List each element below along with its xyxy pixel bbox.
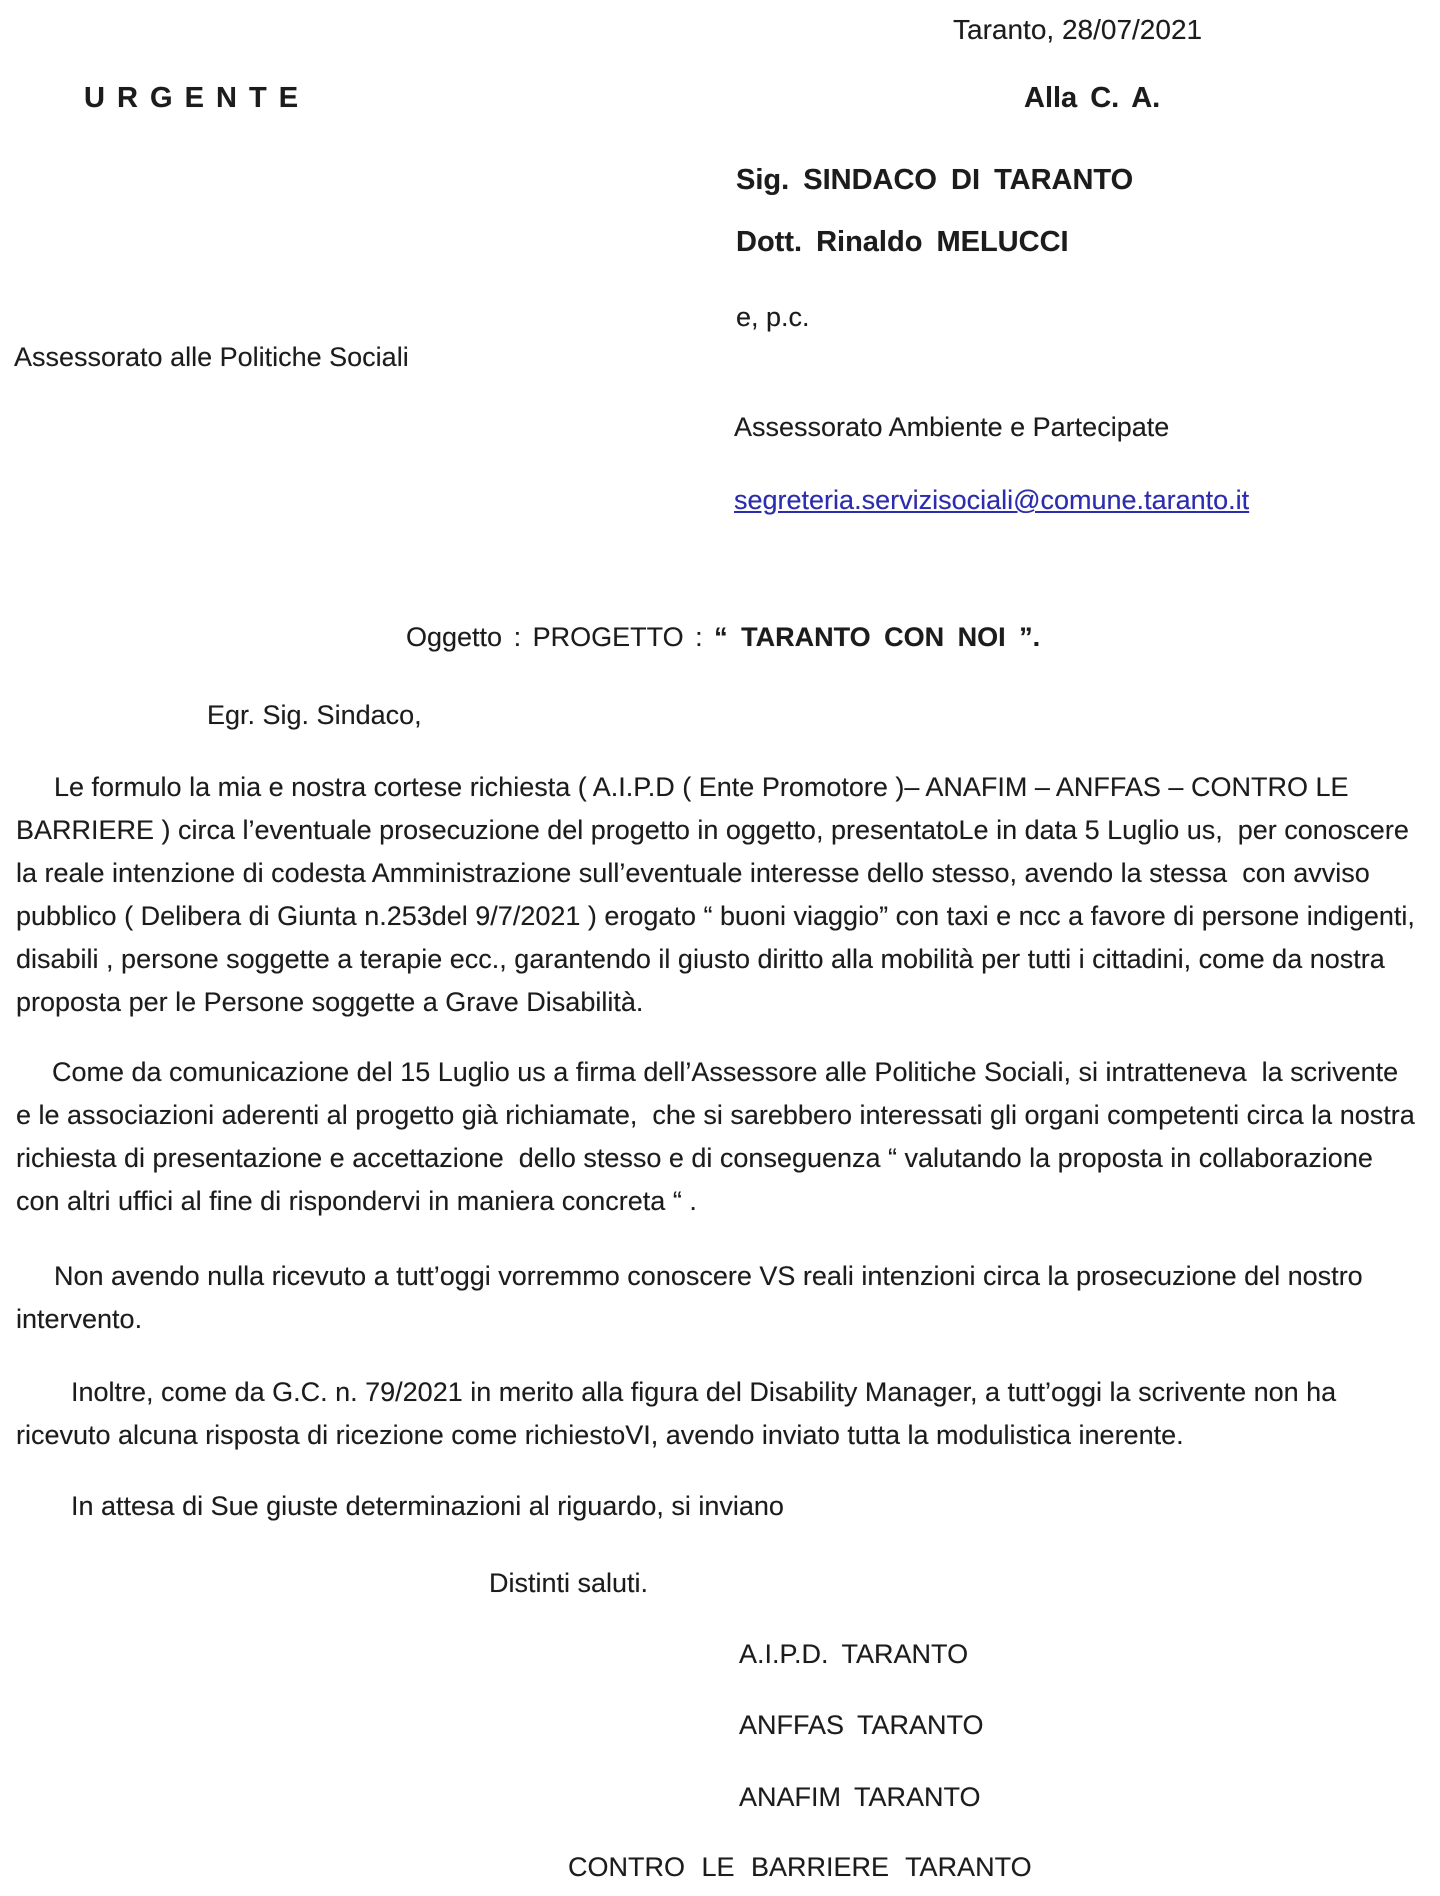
subject-title: “ TARANTO CON NOI ”.	[714, 622, 1041, 652]
subject-line	[406, 622, 1040, 653]
closing-salutation: Distinti saluti.	[489, 1568, 649, 1598]
subject-label: Oggetto : PROGETTO :	[406, 622, 715, 652]
body-paragraph: Le formulo la mia e nostra cortese richiesta ( A.I.P.D ( Ente Promotore )– ANAFIM – ANFFAS – CONTRO LE BARRIERE ) circa l’eventuale prosecuzione del progetto in oggetto, presentatoLe in data 5 Luglio us, per conoscere la reale intenzione di codesta Amministrazione sull’eventuale interesse dello stesso, avendo la stessa con avviso pubblico ( Delibera di Giunta n.253del 9/7/2021 ) erogato “ buoni viaggio” con taxi e ncc a favore di persone indigenti, disabili , persone soggette a terapie ecc., garantendo il giusto diritto alla mobilità per tutti i cittadini, come da nostra proposta per le Persone soggette a Grave Disabilità.	[16, 772, 1423, 1017]
cc-label: e, p.c.	[736, 302, 810, 332]
email-link[interactable]: segreteria.servizisociali@comune.taranto.it	[734, 485, 1250, 515]
body-paragraph: Inoltre, come da G.C. n. 79/2021 in merito alla figura del Disability Manager, a tutt’oggi la scrivente non ha ricevuto alcuna risposta di ricezione come richiestoVI, avendo inviato tutta la modulistica inerente.	[16, 1377, 1344, 1450]
signature-line: CONTRO LE BARRIERE TARANTO	[568, 1852, 1032, 1882]
signature-line: A.I.P.D. TARANTO	[739, 1639, 969, 1669]
recipient-attention: Alla C. A.	[1024, 82, 1161, 114]
date-line: Taranto, 28/07/2021	[953, 14, 1203, 45]
recipient-name-mayor: Sig. SINDACO DI TARANTO	[736, 164, 1134, 196]
signature-line: ANFFAS TARANTO	[739, 1710, 984, 1740]
recipient-name-person: Dott. Rinaldo MELUCCI	[736, 226, 1069, 258]
cc-department-ambiente-partecipate: Assessorato Ambiente e Partecipate	[734, 412, 1170, 442]
greeting: Egr. Sig. Sindaco,	[207, 700, 422, 730]
signature-line: ANAFIM TARANTO	[739, 1782, 981, 1812]
urgent-label: U R G E N T E	[84, 82, 301, 114]
cc-department-politiche-sociali: Assessorato alle Politiche Sociali	[14, 342, 409, 372]
body-paragraph: Come da comunicazione del 15 Luglio us a firma dell’Assessore alle Politiche Sociali, si intratteneva la scrivente e le associazioni aderenti al progetto già richiamate, che si sarebbero interessati gli organi competenti circa la nostra richiesta di presentazione e accettazione dello stesso e di conseguenza “ valutando la proposta in collaborazione con altri uffici al fine di rispondervi in maniera concreta “ .	[16, 1057, 1423, 1216]
body-paragraph: Non avendo nulla ricevuto a tutt’oggi vorremmo conoscere VS reali intenzioni circa la prosecuzione del nostro intervento.	[16, 1261, 1371, 1334]
body-paragraph: In attesa di Sue giuste determinazioni al riguardo, si inviano	[71, 1491, 784, 1521]
